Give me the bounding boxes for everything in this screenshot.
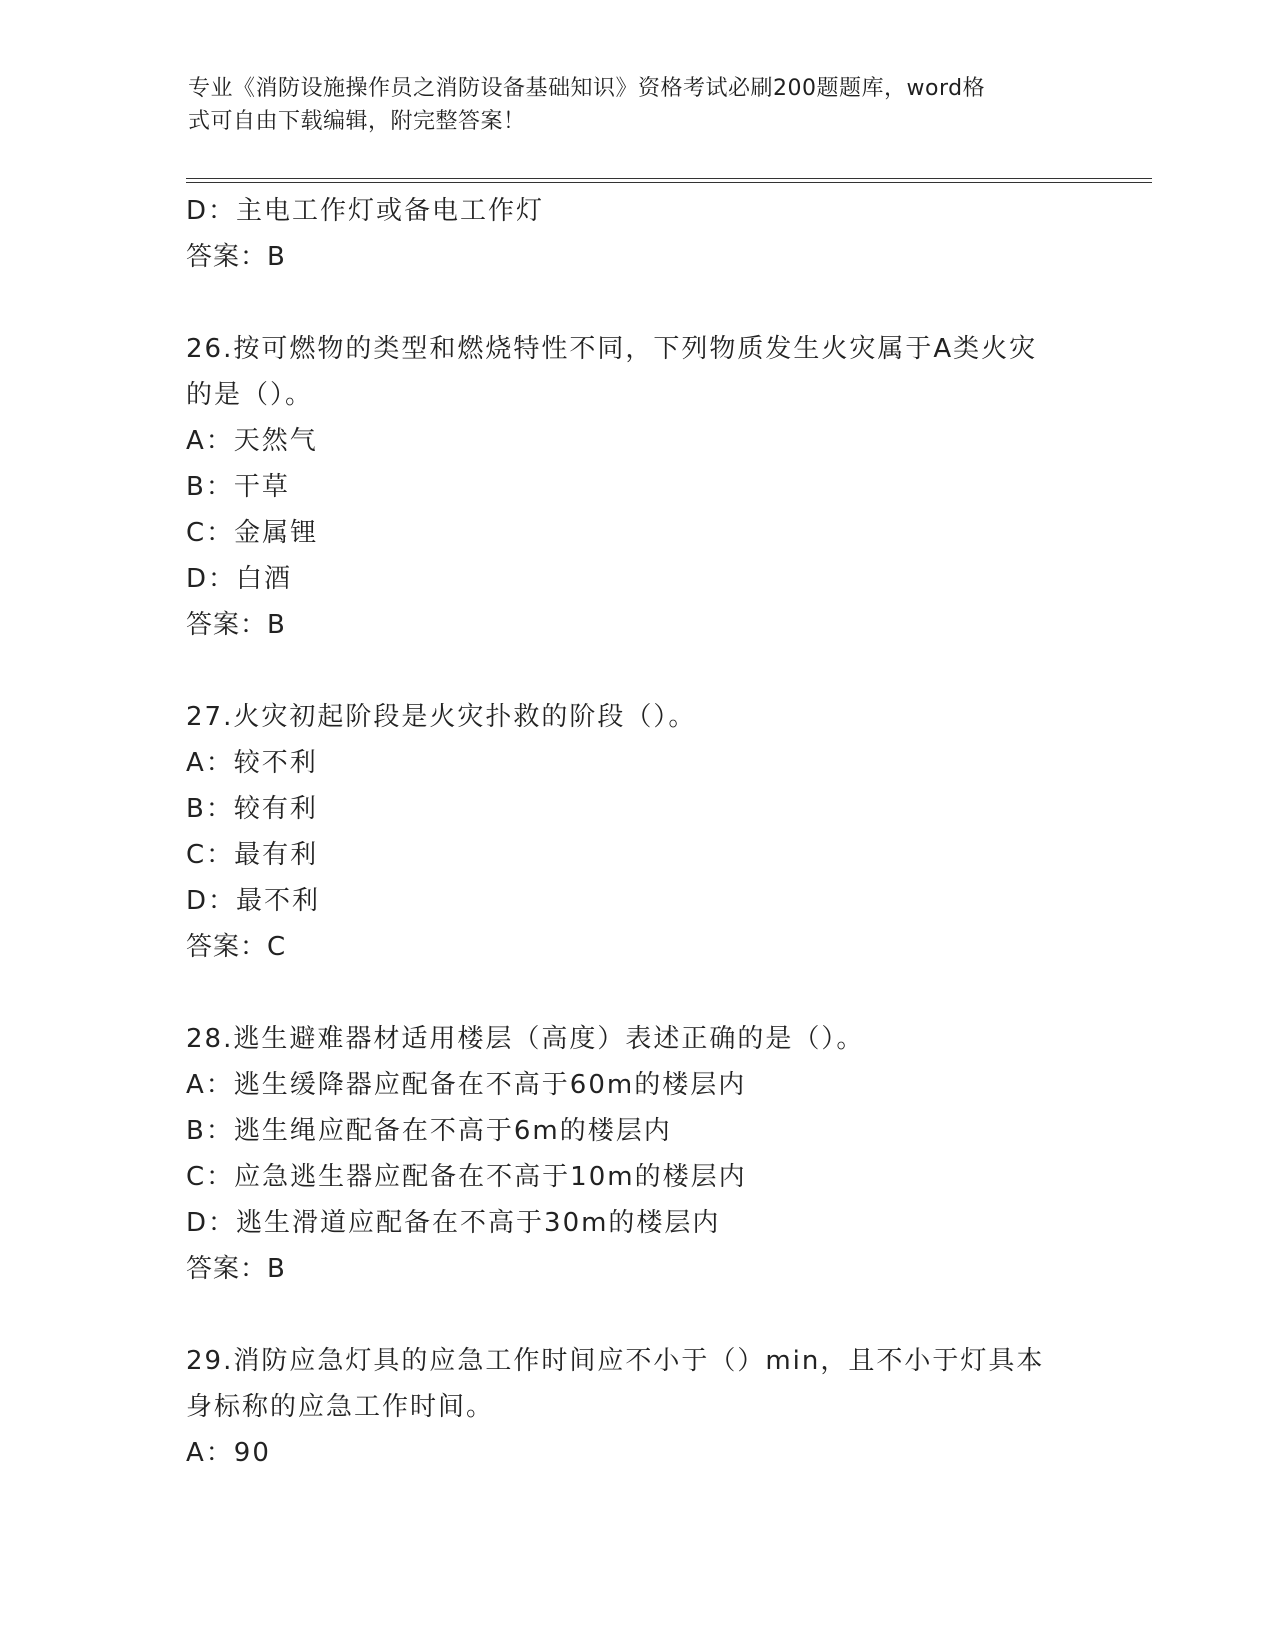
answer-line: 答案：B — [186, 1254, 286, 1284]
answer-line: 答案：C — [186, 932, 287, 962]
option-d: D：逃生滑道应配备在不高于30m的楼层内 — [186, 1208, 721, 1238]
spacer — [186, 970, 1086, 1016]
document-body — [186, 188, 1086, 1476]
spacer — [186, 648, 1086, 694]
question-27 — [186, 694, 1086, 970]
question-stem: 26.按可燃物的类型和燃烧特性不同，下列物质发生火灾属于A类火灾 — [186, 334, 1038, 364]
header-line-2: 式可自由下载编辑，附完整答案！ — [188, 109, 526, 134]
option-d: D：白酒 — [186, 564, 293, 594]
previous-question-tail — [186, 188, 1086, 280]
question-29 — [186, 1338, 1086, 1476]
question-stem-continued: 的是（）。 — [186, 380, 314, 410]
option-d: D：主电工作灯或备电工作灯 — [186, 196, 545, 226]
question-26 — [186, 326, 1086, 648]
question-stem: 28.逃生避难器材适用楼层（高度）表述正确的是（）。 — [186, 1024, 865, 1054]
option-c: C：应急逃生器应配备在不高于10m的楼层内 — [186, 1162, 747, 1192]
option-b: B：逃生绳应配备在不高于6m的楼层内 — [186, 1116, 672, 1146]
option-a: A：较不利 — [186, 748, 318, 778]
answer-line: 答案：B — [186, 610, 286, 640]
option-a: A：天然气 — [186, 426, 318, 456]
option-b: B：干草 — [186, 472, 290, 502]
option-a: A：90 — [186, 1438, 271, 1468]
header-divider — [186, 178, 1152, 183]
option-a: A：逃生缓降器应配备在不高于60m的楼层内 — [186, 1070, 747, 1100]
answer-line: 答案：B — [186, 242, 286, 272]
question-stem: 29.消防应急灯具的应急工作时间应不小于（）min，且不小于灯具本 — [186, 1346, 1045, 1376]
spacer — [186, 1292, 1086, 1338]
spacer — [186, 280, 1086, 326]
option-c: C：金属锂 — [186, 518, 319, 548]
question-stem-continued: 身标称的应急工作时间。 — [186, 1392, 495, 1422]
question-stem: 27.火灾初起阶段是火灾扑救的阶段（）。 — [186, 702, 697, 732]
option-d: D：最不利 — [186, 886, 321, 916]
header-line-1: 专业《消防设施操作员之消防设备基础知识》资格考试必刷200题题库，word格 — [188, 76, 986, 101]
option-c: C：最有利 — [186, 840, 319, 870]
question-28 — [186, 1016, 1086, 1292]
page-header — [188, 72, 1068, 138]
option-b: B：较有利 — [186, 794, 318, 824]
